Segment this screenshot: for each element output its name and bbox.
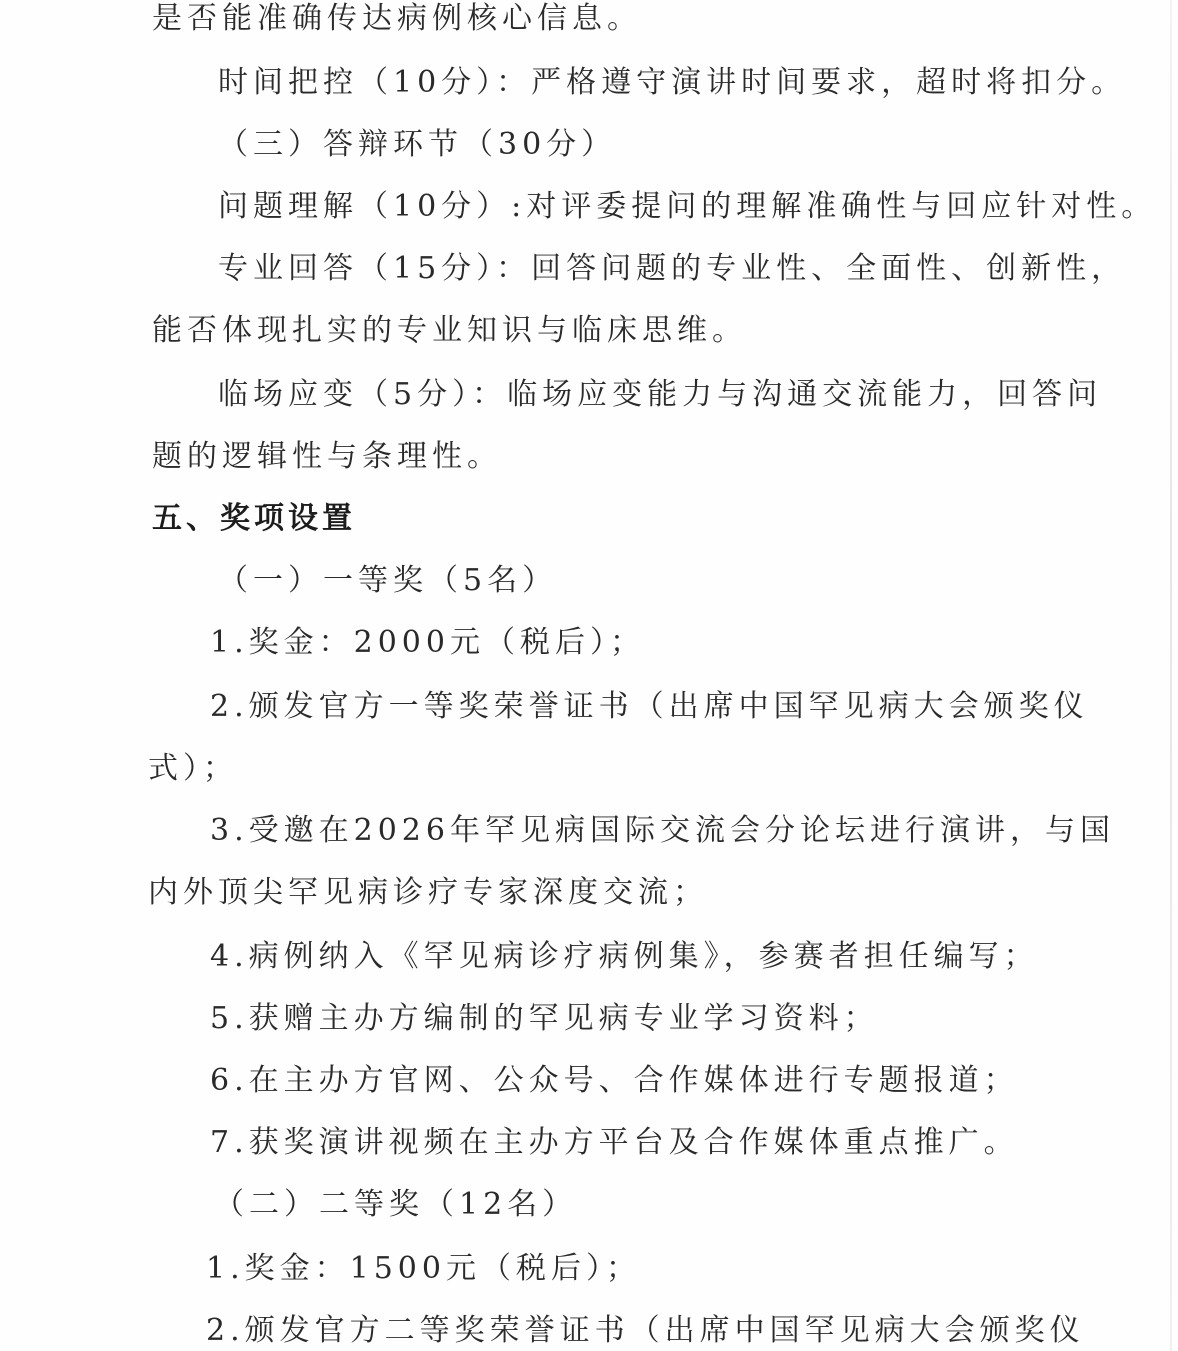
text-line-first-prize-casebook: 4.病例纳入《罕见病诊疗病例集》，参赛者担任编写； [210,939,1039,974]
text-line-first-prize-certificate: 2.颁发官方一等奖荣誉证书（出席中国罕见病大会颁奖仪 [210,689,1089,724]
text-line-continuation: 是否能准确传达病例核心信息。 [152,1,642,36]
text-line-second-prize-certificate: 2.颁发官方二等奖荣誉证书（出席中国罕见病大会颁奖仪 [206,1313,1085,1348]
text-line-adaptability: 临场应变（5分）：临场应变能力与沟通交流能力，回答问 [218,377,1103,412]
text-line-time-control: 时间把控（10分）：严格遵守演讲时间要求，超时将扣分。 [218,65,1127,100]
scan-edge-shadow [1170,0,1172,1351]
text-line-second-prize-bonus: 1.奖金：1500元（税后）； [206,1251,641,1286]
text-line-first-prize-speech: 3.受邀在2026年罕见病国际交流会分论坛进行演讲，与国 [210,813,1115,848]
text-line-professional-answer-cont: 能否体现扎实的专业知识与临床思维。 [152,313,747,348]
text-line-adaptability-cont: 题的逻辑性与条理性。 [152,439,502,474]
subheading-second-prize: （二）二等奖（12名） [214,1187,578,1222]
section-heading-awards: 五、奖项设置 [152,501,356,536]
text-line-first-prize-bonus: 1.奖金：2000元（税后）； [210,625,645,660]
text-line-question-understanding: 问题理解（10分）:对评委提问的理解准确性与回应针对性。 [218,189,1157,224]
subheading-first-prize: （一）一等奖（5名） [218,563,558,598]
text-line-first-prize-speech-cont: 内外顶尖罕见病诊疗专家深度交流； [148,875,708,910]
subheading-defense: （三）答辩环节（30分） [218,127,617,162]
text-line-first-prize-report: 6.在主办方官网、公众号、合作媒体进行专题报道； [210,1063,1019,1098]
text-line-first-prize-certificate-cont: 式）； [148,751,238,786]
text-line-first-prize-materials: 5.获赠主办方编制的罕见病专业学习资料； [210,1001,879,1036]
text-line-first-prize-video: 7.获奖演讲视频在主办方平台及合作媒体重点推广。 [210,1125,1019,1160]
text-line-professional-answer: 专业回答（15分）：回答问题的专业性、全面性、创新性， [218,251,1127,286]
